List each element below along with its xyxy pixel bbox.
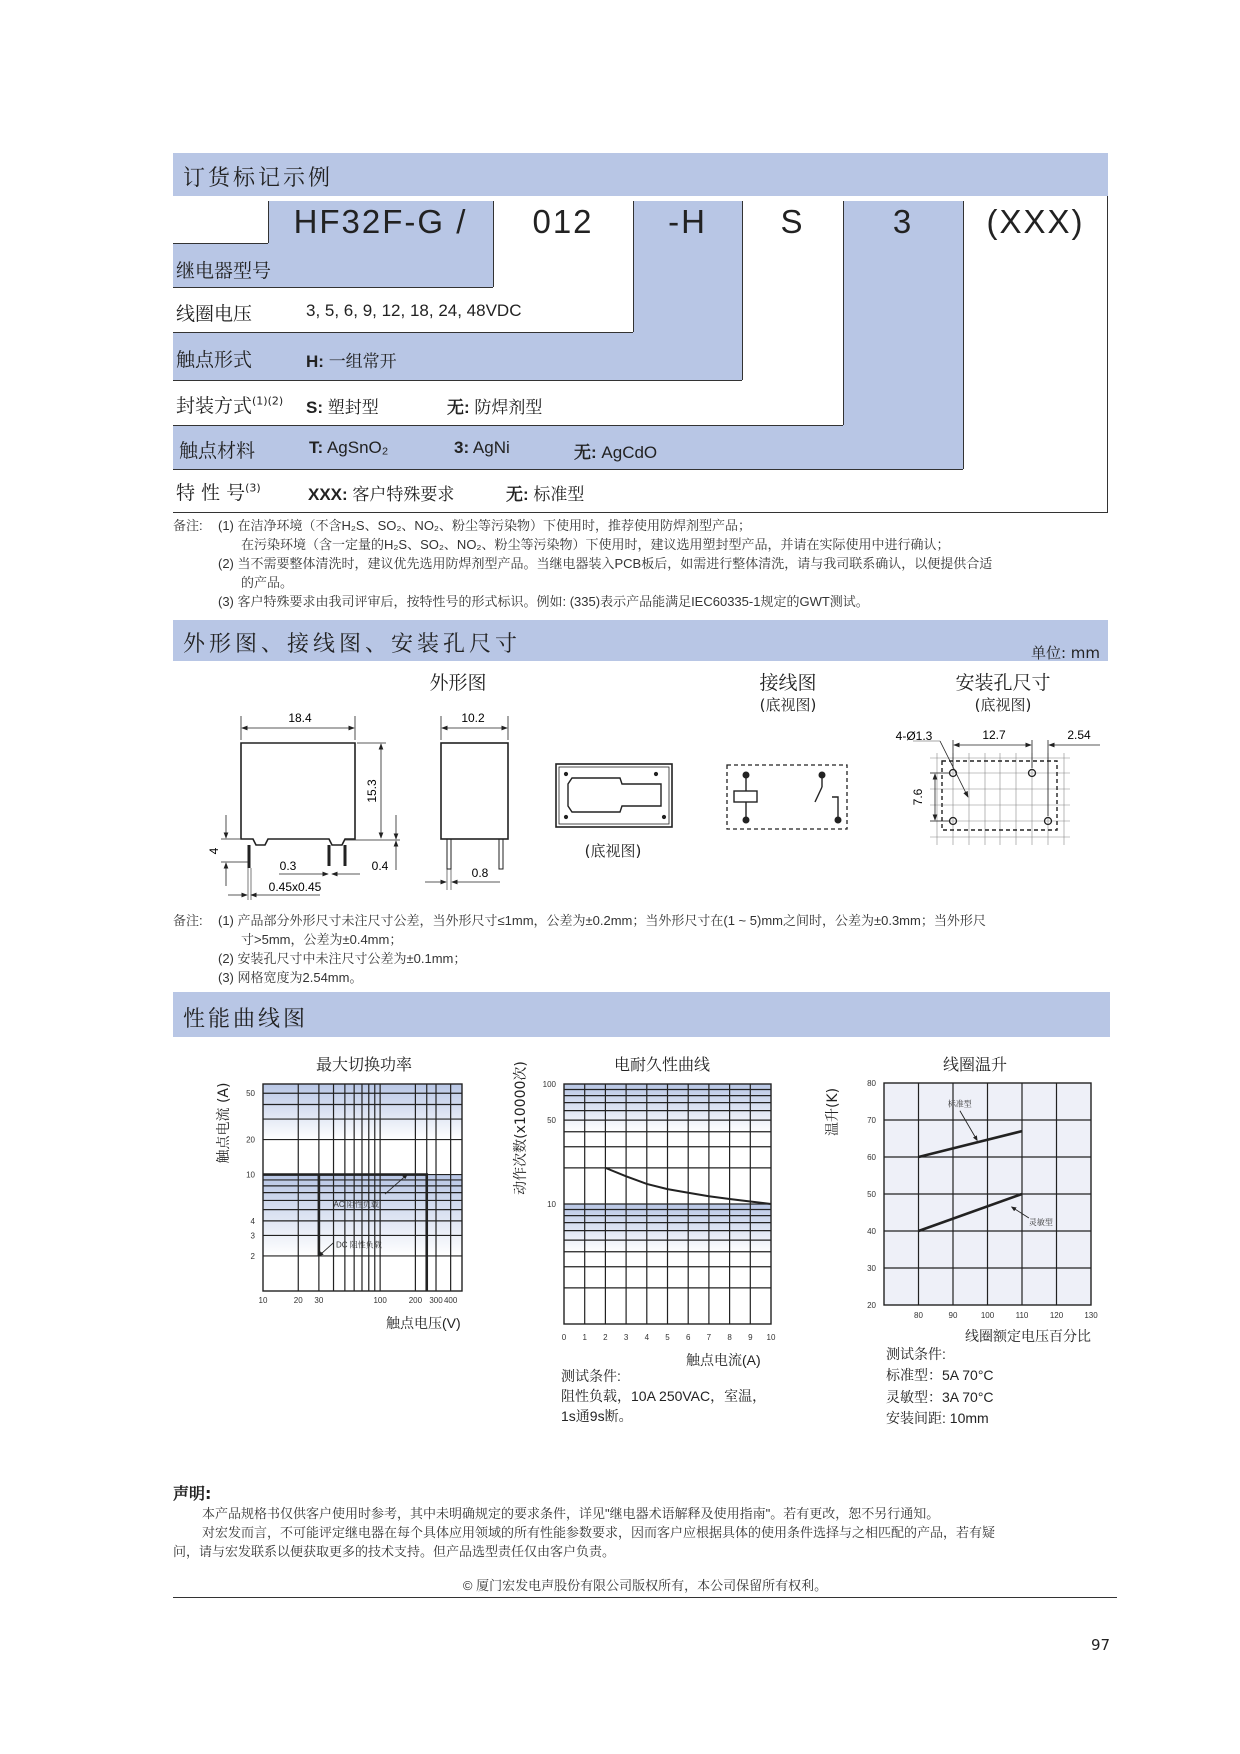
x-tick-label: 1 (582, 1333, 587, 1342)
x-tick-label: 6 (685, 1333, 691, 1342)
wiring-title: 接线图 (759, 672, 817, 694)
x-tick-label: 100 (373, 1296, 387, 1305)
x-axis-label: 触点电压(V) (386, 1315, 461, 1331)
footnote-ref: (1)(2) (252, 394, 284, 408)
note-line: (1) 在洁净环境（不含H₂S、SO₂、NO₂、粉尘等污染物）下使用时，推荐使用防焊剂型产品； (218, 518, 751, 533)
declaration-line: 问，请与宏发联系以便获取更多的技术支持。但产品选型责任仅由客户负责。 (173, 1544, 616, 1559)
x-tick-label: 300 (429, 1296, 443, 1305)
section-title: 订货标记示例 (183, 166, 334, 191)
y-tick-label: 2 (250, 1251, 255, 1261)
annotation-label: DC 阻性负载 (336, 1240, 382, 1250)
dim-pin-length: 4 (207, 847, 221, 855)
x-axis-label: 线圈额定电压百分比 (965, 1328, 1091, 1344)
section-title: 外形图、接线图、安装孔尺寸 (183, 632, 522, 657)
chart-2 (543, 1080, 776, 1342)
code-coil-voltage: 012 (532, 203, 594, 240)
y-tick-label: 10 (246, 1170, 255, 1180)
notes-prefix: 备注: (173, 518, 203, 533)
label-text: 特 性 号 (176, 482, 246, 504)
chart-1 (246, 1084, 462, 1305)
x-tick-label: 30 (314, 1296, 324, 1305)
x-tick-label: 90 (948, 1311, 958, 1320)
code-package: S (780, 203, 805, 240)
note-line: (3) 网格宽度为2.54mm。 (218, 970, 363, 985)
condition-line: 标准型：5A 70°C (886, 1367, 994, 1383)
x-tick-label: 10 (766, 1333, 776, 1342)
unit-label: 单位: mm (1030, 644, 1100, 662)
coil-voltage-value: 3, 5, 6, 9, 12, 18, 24, 48VDC (306, 301, 522, 320)
option-key: H: (306, 352, 324, 371)
annotation-label: 标准型 (947, 1099, 972, 1109)
outline-title: 外形图 (429, 672, 487, 694)
x-tick-label: 7 (706, 1333, 712, 1342)
condition-line: 安装间距: 10mm (886, 1410, 989, 1426)
x-tick-label: 400 (443, 1296, 458, 1305)
y-tick-label: 60 (867, 1153, 876, 1162)
code-special: (XXX) (986, 203, 1085, 240)
y-tick-label: 100 (542, 1080, 556, 1089)
x-tick-label: 200 (408, 1296, 423, 1305)
x-tick-label: 2 (603, 1333, 608, 1342)
y-tick-label: 3 (250, 1231, 255, 1241)
condition-line: 测试条件: (886, 1346, 946, 1362)
x-tick-label: 80 (914, 1311, 923, 1320)
chart-title: 电耐久性曲线 (613, 1055, 711, 1074)
x-tick-label: 9 (748, 1333, 753, 1342)
dim-height: 15.3 (365, 779, 379, 803)
row-label-coil-voltage: 线圈电压 (176, 303, 253, 325)
option-key: 无: (574, 443, 597, 462)
annotation-label: AC 阻性负载 (333, 1199, 379, 1209)
x-tick-label: 120 (1049, 1311, 1064, 1320)
row-label-contact-form: 触点形式 (176, 349, 253, 371)
x-tick-label: 4 (644, 1333, 650, 1342)
x-tick-label: 5 (665, 1333, 670, 1342)
y-tick-label: 20 (867, 1301, 876, 1310)
option-text: 标准型 (533, 485, 585, 504)
dim-pitch-x: 12.7 (982, 728, 1006, 742)
option-key: 3: (454, 438, 470, 457)
dim-0-4: 0.4 (371, 859, 389, 873)
footer-divider (173, 1597, 1117, 1598)
option-key: 无: (447, 398, 470, 417)
bottom-view-label: (底视图) (584, 842, 642, 860)
y-axis-label: 温升(K) (825, 1087, 841, 1137)
option-text: 客户特殊要求 (352, 485, 455, 504)
footnote-ref: (3) (245, 481, 261, 495)
condition-line: 阻性负载，10A 250VAC，室温， (561, 1388, 767, 1404)
option-text: AgSnO₂ (326, 438, 389, 457)
option-text: 塑封型 (327, 398, 379, 417)
y-tick-label: 70 (867, 1116, 876, 1125)
option-text: AgCdO (601, 443, 658, 462)
code-model: HF32F-G / (293, 203, 468, 240)
option-text: AgNi (472, 438, 510, 457)
note-line: 在污染环境（含一定量的H₂S、SO₂、NO₂、粉尘等污染物）下使用时，建议选用塑封型产品，并请在实际使用中进行确认； (241, 537, 950, 552)
x-tick-label: 8 (727, 1333, 732, 1342)
y-axis-label: 触点电流 (A) (216, 1082, 232, 1164)
note-line: (2) 安装孔尺寸中未注尺寸公差为±0.1mm； (218, 951, 467, 966)
y-tick-label: 20 (246, 1135, 255, 1145)
x-tick-label: 0 (561, 1333, 567, 1342)
condition-line: 测试条件: (561, 1368, 621, 1384)
option-key: XXX: (308, 485, 348, 504)
code-contact-material: 3 (892, 203, 914, 240)
label-text: 封装方式 (176, 395, 253, 417)
y-axis-label: 动作次数(x10000次) (513, 1061, 529, 1195)
note-line: (3) 客户特殊要求由我司评审后，按特性号的形式标识。例如: (335)表示产品能满足IEC60335-1规定的GWT测试。 (218, 594, 869, 609)
dim-holes: 4-Ø1.3 (895, 729, 933, 743)
mounting-subtitle: (底视图) (974, 696, 1032, 714)
option-text: 防焊剂型 (474, 398, 543, 417)
declaration-title: 声明: (173, 1484, 212, 1503)
chart-title: 线圈温升 (942, 1055, 1008, 1074)
option-key: 无: (506, 485, 529, 504)
x-axis-label: 触点电流(A) (686, 1352, 761, 1368)
x-tick-label: 3 (623, 1333, 629, 1342)
note-line: (1) 产品部分外形尺寸未注尺寸公差，当外形尺寸≤1mm，公差为±0.2mm；当外形尺寸在(1 ~ 5)mm之间时，公差为±0.3mm；当外形尺 (218, 913, 986, 928)
x-tick-label: 10 (258, 1296, 268, 1305)
code-contact-form: -H (668, 203, 707, 240)
note-line: 寸>5mm，公差为±0.4mm； (241, 932, 403, 947)
option-key: S: (306, 398, 323, 417)
dim-pin-section: 0.45x0.45 (268, 880, 322, 894)
row-label-contact-material: 触点材料 (179, 440, 256, 462)
y-tick-label: 4 (250, 1216, 255, 1226)
dim-grid: 2.54 (1067, 728, 1091, 742)
y-tick-label: 30 (867, 1264, 876, 1273)
dim-length: 18.4 (288, 711, 312, 725)
condition-line: 1s通9s断。 (561, 1408, 633, 1424)
x-tick-label: 110 (1015, 1311, 1029, 1320)
chart-3 (867, 1079, 1098, 1320)
note-line: 的产品。 (241, 575, 294, 590)
y-tick-label: 50 (867, 1190, 876, 1199)
copyright: © 厦门宏发电声股份有限公司版权所有，本公司保留所有权利。 (462, 1578, 828, 1593)
y-tick-label: 50 (246, 1089, 255, 1099)
y-tick-label: 80 (867, 1079, 876, 1088)
condition-line: 灵敏型：3A 70°C (886, 1389, 994, 1405)
x-tick-label: 100 (980, 1311, 995, 1320)
x-tick-label: 130 (1084, 1311, 1098, 1320)
chart-title: 最大切换功率 (315, 1055, 413, 1074)
row-label-relay-model: 继电器型号 (176, 260, 272, 282)
note-line: (2) 当不需要整体清洗时，建议优先选用防焊剂型产品。当继电器装入PCB板后，如需进行整体清洗，请与我司联系确认，以便提供合适 (218, 556, 993, 571)
dim-0-3: 0.3 (279, 859, 297, 873)
dim-pitch-y: 7.6 (911, 788, 925, 806)
notes-prefix: 备注: (173, 913, 203, 928)
page-number: 97 (1091, 1636, 1111, 1654)
y-tick-label: 40 (867, 1227, 876, 1236)
y-tick-label: 50 (547, 1116, 556, 1126)
annotation-label: 灵敏型 (1028, 1217, 1053, 1227)
wiring-subtitle: (底视图) (759, 696, 817, 714)
dim-width: 10.2 (461, 711, 485, 725)
option-key: T: (309, 438, 324, 457)
section-title: 性能曲线图 (183, 1007, 309, 1032)
declaration-line: 本产品规格书仅供客户使用时参考，其中未明确规定的要求条件，详见"继电器术语解释及使用指南"。若有更改，恕不另行通知。 (202, 1506, 940, 1521)
dim-0-8: 0.8 (471, 866, 489, 880)
mounting-title: 安装孔尺寸 (955, 672, 1051, 694)
option-text: 一组常开 (328, 352, 397, 371)
x-tick-label: 20 (293, 1296, 303, 1305)
declaration-line: 对宏发而言，不可能评定继电器在每个具体应用领域的所有性能参数要求，因而客户应根据具体的使用条件选择与之相匹配的产品，若有疑 (202, 1525, 996, 1540)
y-tick-label: 10 (547, 1200, 556, 1209)
